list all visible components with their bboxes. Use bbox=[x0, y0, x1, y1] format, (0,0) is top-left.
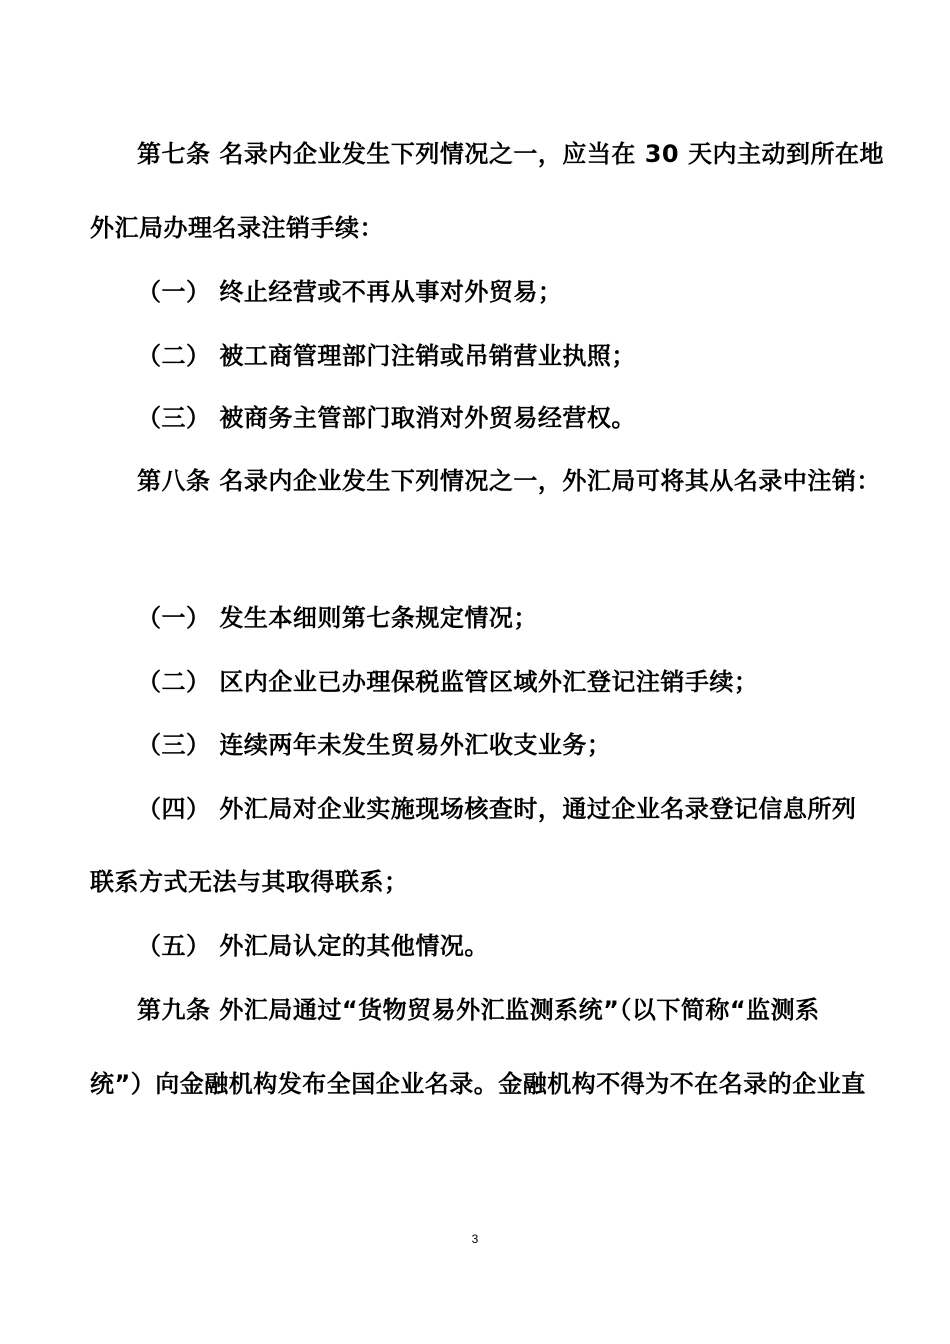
article-8-item-4-line-1: （四） 外汇局对企业实施现场核查时，通过企业名录登记信息所列 bbox=[137, 795, 857, 823]
article-7-item-2: （二） 被工商管理部门注销或吊销营业执照； bbox=[137, 342, 636, 370]
article-7-line-2: 外汇局办理名录注销手续： bbox=[90, 214, 384, 242]
article-8-item-5: （五） 外汇局认定的其他情况。 bbox=[137, 932, 489, 960]
article-8-item-2: （二） 区内企业已办理保税监管区域外汇登记注销手续； bbox=[137, 668, 759, 696]
article-8-line-1: 第八条 名录内企业发生下列情况之一，外汇局可将其从名录中注销： bbox=[137, 467, 881, 495]
article-8-item-1: （一） 发生本细则第七条规定情况； bbox=[137, 604, 538, 632]
article-7-item-3: （三） 被商务主管部门取消对外贸易经营权。 bbox=[137, 404, 636, 432]
article-9-line-2: 统”）向金融机构发布全国企业名录。金融机构不得为不在名录的企业直 bbox=[90, 1070, 866, 1098]
article-7-item-1: （一） 终止经营或不再从事对外贸易； bbox=[137, 278, 563, 306]
article-7-line-1: 第七条 名录内企业发生下列情况之一，应当在 30 天内主动到所在地 bbox=[137, 140, 884, 168]
article-9-line-1: 第九条 外汇局通过“货物贸易外汇监测系统”（以下简称“监测系 bbox=[137, 996, 820, 1024]
article-8-item-3: （三） 连续两年未发生贸易外汇收支业务； bbox=[137, 731, 612, 759]
page-number: 3 bbox=[471, 1232, 479, 1246]
article-8-item-4-line-2: 联系方式无法与其取得联系； bbox=[90, 868, 409, 896]
